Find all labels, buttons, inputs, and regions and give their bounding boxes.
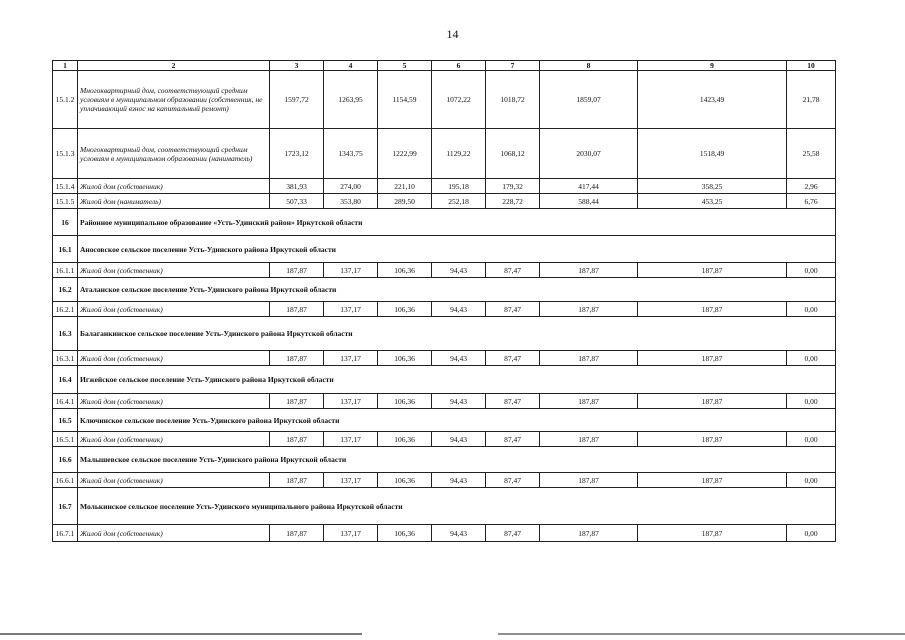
value-cell: 94,43	[432, 525, 486, 542]
value-cell: 187,87	[638, 432, 787, 447]
row-code: 15.1.3	[53, 129, 78, 179]
value-cell: 187,87	[638, 394, 787, 409]
value-cell: 179,32	[486, 179, 540, 194]
column-number-header: 4	[324, 61, 378, 71]
section-code: 16.1	[53, 236, 78, 263]
value-cell: 187,87	[638, 351, 787, 366]
value-cell: 0,00	[787, 302, 836, 317]
value-cell: 1343,75	[324, 129, 378, 179]
row-code: 16.4.1	[53, 394, 78, 409]
housing-type-label: Жилой дом (наниматель)	[78, 194, 270, 209]
table-row	[53, 71, 836, 129]
value-cell: 221,10	[378, 179, 432, 194]
value-cell: 137,17	[324, 473, 378, 488]
section-code: 16.2	[53, 278, 78, 302]
housing-type-label: Жилой дом (собственник)	[78, 351, 270, 366]
table-row	[53, 129, 836, 179]
section-code: 16.4	[53, 366, 78, 394]
section-row	[53, 366, 836, 394]
column-number-header: 3	[270, 61, 324, 71]
column-number-header: 1	[53, 61, 78, 71]
value-cell: 187,87	[638, 525, 787, 542]
value-cell: 25,58	[787, 129, 836, 179]
table-row	[53, 432, 836, 447]
value-cell: 1222,99	[378, 129, 432, 179]
section-code: 16.5	[53, 409, 78, 432]
value-cell: 94,43	[432, 302, 486, 317]
section-code: 16	[53, 209, 78, 236]
value-cell: 106,36	[378, 432, 432, 447]
value-cell: 0,00	[787, 473, 836, 488]
value-cell: 1597,72	[270, 71, 324, 129]
value-cell: 87,47	[486, 394, 540, 409]
value-cell: 187,87	[540, 263, 638, 278]
value-cell: 228,72	[486, 194, 540, 209]
section-title: Игжейское сельское поселение Усть-Удинского района Иркутской области	[78, 366, 836, 394]
table-row	[53, 194, 836, 209]
value-cell: 137,17	[324, 263, 378, 278]
value-cell: 0,00	[787, 394, 836, 409]
section-row	[53, 447, 836, 473]
section-title: Аталанское сельское поселение Усть-Удинского района Иркутской области	[78, 278, 836, 302]
section-title: Районное муниципальное образование «Усть-Удинский район» Иркутской области	[78, 209, 836, 236]
row-code: 15.1.2	[53, 71, 78, 129]
value-cell: 137,17	[324, 351, 378, 366]
value-cell: 187,87	[638, 263, 787, 278]
value-cell: 252,18	[432, 194, 486, 209]
value-cell: 187,87	[270, 302, 324, 317]
value-cell: 187,87	[540, 525, 638, 542]
value-cell: 187,87	[540, 302, 638, 317]
row-code: 15.1.4	[53, 179, 78, 194]
value-cell: 106,36	[378, 394, 432, 409]
value-cell: 187,87	[270, 394, 324, 409]
value-cell: 1423,49	[638, 71, 787, 129]
value-cell: 187,87	[270, 473, 324, 488]
value-cell: 94,43	[432, 351, 486, 366]
section-title: Аносовское сельское поселение Усть-Удинского района Иркутской области	[78, 236, 836, 263]
column-number-header: 5	[378, 61, 432, 71]
value-cell: 358,25	[638, 179, 787, 194]
value-cell: 353,80	[324, 194, 378, 209]
housing-type-label: Жилой дом (собственник)	[78, 473, 270, 488]
value-cell: 87,47	[486, 473, 540, 488]
header-row	[53, 61, 836, 71]
value-cell: 1859,07	[540, 71, 638, 129]
value-cell: 106,36	[378, 473, 432, 488]
value-cell: 106,36	[378, 263, 432, 278]
section-row	[53, 317, 836, 351]
housing-type-label: Многоквартирный дом, соответствующий средним условиям в муниципальном образовании (наниматель)	[78, 129, 270, 179]
section-code: 16.3	[53, 317, 78, 351]
value-cell: 6,76	[787, 194, 836, 209]
housing-type-label: Жилой дом (собственник)	[78, 525, 270, 542]
value-cell: 1129,22	[432, 129, 486, 179]
value-cell: 87,47	[486, 525, 540, 542]
value-cell: 0,00	[787, 351, 836, 366]
value-cell: 106,36	[378, 525, 432, 542]
housing-type-label: Жилой дом (собственник)	[78, 394, 270, 409]
table-row	[53, 473, 836, 488]
value-cell: 87,47	[486, 351, 540, 366]
tariff-table	[52, 60, 836, 542]
row-code: 16.6.1	[53, 473, 78, 488]
row-code: 15.1.5	[53, 194, 78, 209]
value-cell: 289,50	[378, 194, 432, 209]
value-cell: 187,87	[540, 394, 638, 409]
value-cell: 187,87	[540, 432, 638, 447]
value-cell: 94,43	[432, 263, 486, 278]
value-cell: 106,36	[378, 351, 432, 366]
row-code: 16.2.1	[53, 302, 78, 317]
column-number-header: 2	[78, 61, 270, 71]
value-cell: 94,43	[432, 473, 486, 488]
value-cell: 94,43	[432, 432, 486, 447]
table-row	[53, 179, 836, 194]
table-row	[53, 394, 836, 409]
value-cell: 87,47	[486, 263, 540, 278]
column-number-header: 6	[432, 61, 486, 71]
value-cell: 187,87	[270, 351, 324, 366]
value-cell: 187,87	[270, 432, 324, 447]
row-code: 16.7.1	[53, 525, 78, 542]
value-cell: 137,17	[324, 525, 378, 542]
section-row	[53, 236, 836, 263]
section-title: Молькинское сельское поселение Усть-Удинского муниципального района Иркутской области	[78, 488, 836, 525]
section-row	[53, 409, 836, 432]
value-cell: 1154,59	[378, 71, 432, 129]
section-row	[53, 488, 836, 525]
value-cell: 137,17	[324, 432, 378, 447]
value-cell: 87,47	[486, 302, 540, 317]
value-cell: 187,87	[638, 302, 787, 317]
section-title: Балаганкинское сельское поселение Усть-Удинского района Иркутской области	[78, 317, 836, 351]
value-cell: 0,00	[787, 525, 836, 542]
housing-type-label: Жилой дом (собственник)	[78, 263, 270, 278]
housing-type-label: Жилой дом (собственник)	[78, 432, 270, 447]
row-code: 16.3.1	[53, 351, 78, 366]
value-cell: 0,00	[787, 263, 836, 278]
value-cell: 274,00	[324, 179, 378, 194]
value-cell: 187,87	[270, 525, 324, 542]
value-cell: 87,47	[486, 432, 540, 447]
value-cell: 1518,49	[638, 129, 787, 179]
column-number-header: 7	[486, 61, 540, 71]
table-row	[53, 302, 836, 317]
section-row	[53, 209, 836, 236]
table-row	[53, 263, 836, 278]
value-cell: 187,87	[540, 351, 638, 366]
value-cell: 1068,12	[486, 129, 540, 179]
value-cell: 187,87	[270, 263, 324, 278]
column-number-header: 9	[638, 61, 787, 71]
table-row	[53, 351, 836, 366]
value-cell: 1072,22	[432, 71, 486, 129]
value-cell: 2,96	[787, 179, 836, 194]
value-cell: 137,17	[324, 394, 378, 409]
housing-type-label: Жилой дом (собственник)	[78, 179, 270, 194]
value-cell: 137,17	[324, 302, 378, 317]
value-cell: 507,33	[270, 194, 324, 209]
value-cell: 1263,95	[324, 71, 378, 129]
value-cell: 1723,12	[270, 129, 324, 179]
column-number-header: 8	[540, 61, 638, 71]
column-number-header: 10	[787, 61, 836, 71]
value-cell: 94,43	[432, 394, 486, 409]
value-cell: 195,18	[432, 179, 486, 194]
value-cell: 2030,07	[540, 129, 638, 179]
section-code: 16.7	[53, 488, 78, 525]
value-cell: 0,00	[787, 432, 836, 447]
value-cell: 453,25	[638, 194, 787, 209]
scan-edge-line	[0, 633, 905, 635]
section-title: Ключинское сельское поселение Усть-Удинского района Иркутской области	[78, 409, 836, 432]
section-title: Малышевское сельское поселение Усть-Удинского района Иркутской области	[78, 447, 836, 473]
page-number: 14	[446, 27, 459, 41]
value-cell: 381,93	[270, 179, 324, 194]
value-cell: 187,87	[540, 473, 638, 488]
table-row	[53, 525, 836, 542]
housing-type-label: Жилой дом (собственник)	[78, 302, 270, 317]
section-row	[53, 278, 836, 302]
value-cell: 1018,72	[486, 71, 540, 129]
value-cell: 588,44	[540, 194, 638, 209]
section-code: 16.6	[53, 447, 78, 473]
value-cell: 21,78	[787, 71, 836, 129]
row-code: 16.1.1	[53, 263, 78, 278]
value-cell: 187,87	[638, 473, 787, 488]
housing-type-label: Многоквартирный дом, соответствующий средним условиям в муниципальном образовании (собственник, не уплачивающий взнос на капитальный ремонт)	[78, 71, 270, 129]
row-code: 16.5.1	[53, 432, 78, 447]
value-cell: 106,36	[378, 302, 432, 317]
value-cell: 417,44	[540, 179, 638, 194]
